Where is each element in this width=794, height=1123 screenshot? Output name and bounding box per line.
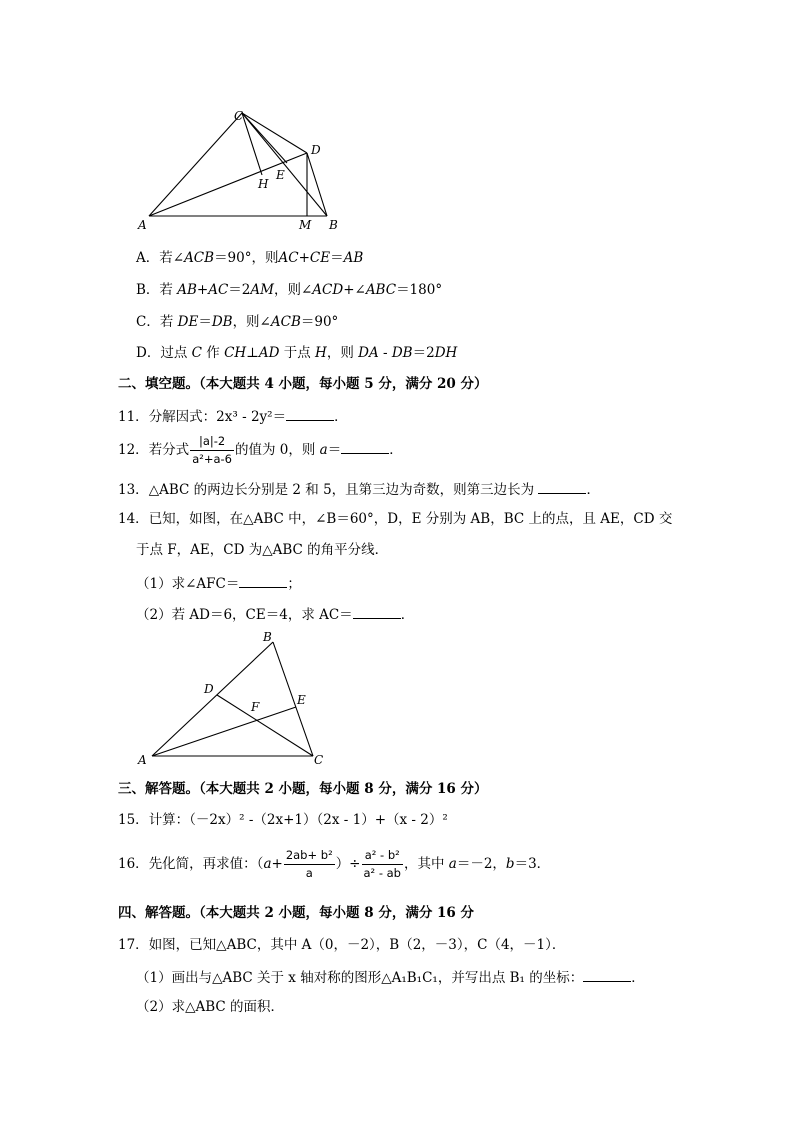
figure-triangle-bisectors [130, 625, 330, 770]
label-b: B [263, 630, 272, 644]
fraction-1: $\frac{\text{2ab+ b²}}{a}$ [285, 848, 333, 880]
question-14-line-2: 于点 F，AE，CD 为△ABC 的角平分线． [136, 542, 389, 558]
segment-cd [242, 113, 307, 153]
segment-ab [152, 642, 273, 756]
label-a: A [138, 218, 147, 232]
label-h: H [258, 177, 269, 191]
label-b: B [329, 218, 338, 232]
question-14-part-1: （1）求∠AFC＝ ； [136, 573, 301, 593]
question-15: 15．计算：（－2x）² -（2x+1）（2x - 1）+（x - 2）² [118, 812, 448, 828]
segment-bc [273, 642, 313, 756]
answer-blank[interactable] [538, 479, 586, 494]
question-17-line-1: 17．如图，已知△ABC，其中 A（0，－2），B（2，－3），C（4，－1）． [118, 937, 566, 953]
fraction: $\frac{|a|-2}{\text{a²+a-6}}$ [192, 434, 232, 466]
question-14-part-2: （2）若 AD＝6，CE＝4，求 AC＝ ． [136, 604, 414, 624]
label-f: F [251, 700, 260, 714]
question-12: 12．若分式 $\frac{|a|-2}{\text{a²+a-6}}$ 的值为 0，则 a＝ ． [118, 434, 403, 466]
label-e: E [276, 168, 285, 182]
label-c: C [234, 109, 244, 123]
segment-cb [242, 113, 327, 216]
section-4-header: 四、解答题。（本大题共 2 小题，每小题 8 分，满分 16 分 [118, 905, 475, 921]
question-17-part-2: （2）求△ABC 的面积． [136, 999, 285, 1015]
question-17-part-1: （1）画出与△ABC 关于 x 轴对称的图形△A₁B₁C₁，并写出点 B₁ 的坐标： ． [136, 967, 645, 987]
label-d: D [204, 682, 214, 696]
option-d: D．过点 C 作 CH⊥AD 于点 H，则 DA - DB＝2DH [136, 345, 458, 361]
segment-ad [149, 153, 307, 216]
question-13: 13．△ABC 的两边长分别是 2 和 5，且第三边为奇数，则第三边长为 ． [118, 479, 600, 499]
label-m: M [299, 218, 312, 232]
answer-blank[interactable] [583, 967, 631, 982]
answer-blank[interactable] [341, 439, 389, 454]
section-3-header: 三、解答题。（本大题共 2 小题，每小题 8 分，满分 16 分） [118, 781, 488, 797]
answer-blank[interactable] [353, 604, 401, 619]
segment-ce [242, 113, 287, 163]
question-16: 16．先化简，再求值：（a+ $\frac{\text{2ab+ b²}}{a}$ ）÷ $\frac{\text{a² - b²}}{\text{a² - ab}}$ ，其中 a＝－2，b＝3． [118, 848, 551, 880]
label-c: C [314, 753, 324, 767]
segment-db [307, 153, 327, 216]
answer-blank[interactable] [286, 406, 334, 421]
label-e: E [297, 693, 306, 707]
label-d: D [311, 143, 321, 157]
segment-ac [149, 113, 242, 216]
option-a: A．若∠ACB＝90°，则AC+CE＝AB [136, 250, 364, 266]
question-14-line-1: 14．已知，如图，在△ABC 中，∠B＝60°，D，E 分别为 AB，BC 上的点，且 AE，CD 交 [118, 511, 673, 527]
section-2-header: 二、填空题。（本大题共 4 小题，每小题 5 分，满分 20 分） [118, 376, 488, 392]
answer-blank[interactable] [239, 573, 287, 588]
question-11: 11．分解因式：2x³ - 2y²＝ ． [118, 406, 348, 426]
option-c: C．若 DE＝DB，则∠ACB＝90° [136, 314, 339, 330]
label-a: A [138, 753, 147, 767]
segment-ch [242, 113, 262, 175]
fraction-2: $\frac{\text{a² - b²}}{\text{a² - ab}}$ [363, 848, 401, 880]
option-b: B．若 AB+AC＝2AM，则∠ACD+∠ABC＝180° [136, 282, 443, 298]
figure-quadrilateral-diagram [130, 100, 350, 240]
